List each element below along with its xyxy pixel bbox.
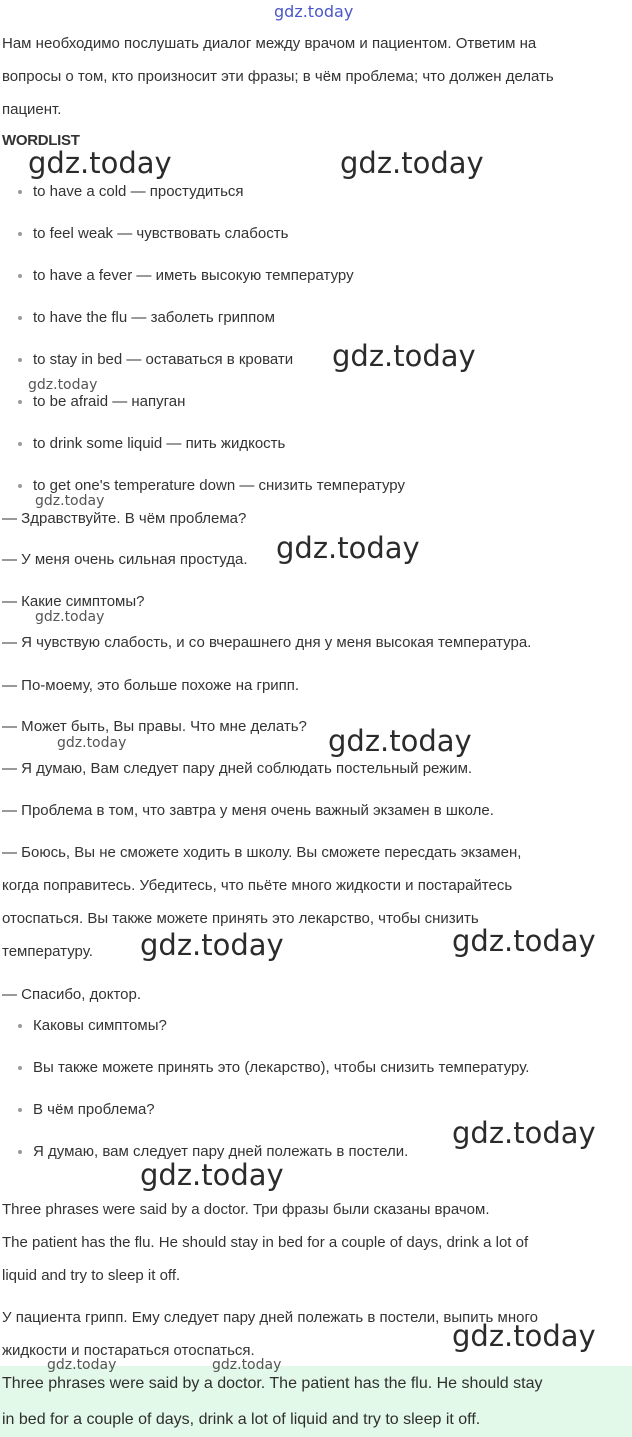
watermark: gdz.today [332,339,476,373]
dialogue-line: — Может быть, Вы правы. Что мне делать? [2,718,307,735]
dialogue-line: — По-моему, это больше похоже на грипп. [2,677,300,694]
conclusion-line: The patient has the flu. He should stay in bed for a couple of days, drink a lot of [2,1234,529,1251]
list-item: to be afraid — напуган [33,393,186,410]
list-item: to feel weak — чувствовать слабость [33,225,289,242]
bullet-icon [18,232,22,236]
bullet-icon [18,442,22,446]
wordlist-heading: WORDLIST [2,132,80,149]
dialogue-line: — Спасибо, доктор. [2,986,141,1003]
list-item: to have the flu — заболеть гриппом [33,309,275,326]
watermark-small: gdz.today [28,377,98,393]
bullet-icon [18,358,22,362]
watermark: gdz.today [452,1116,596,1150]
list-item: to drink some liquid — пить жидкость [33,435,286,452]
bullet-icon [18,316,22,320]
list-item: to get one's temperature down — снизить температуру [33,477,405,494]
watermark: gdz.today [452,1319,596,1353]
watermark: gdz.today [328,724,472,758]
bullet-icon [18,484,22,488]
bullet-icon [18,1024,22,1028]
bullet-icon [18,1150,22,1154]
intro-line: пациент. [2,101,62,118]
intro-line: вопросы о том, кто произносит эти фразы; в чём проблема; что должен делать [2,68,554,85]
conclusion-line: Three phrases were said by a doctor. Три фразы были сказаны врачом. [2,1201,490,1218]
bullet-icon [18,274,22,278]
bullet-icon [18,400,22,404]
dialogue-line: — Боюсь, Вы не сможете ходить в школу. Вы сможете пересдать экзамен, [2,844,522,861]
intro-line: Нам необходимо послушать диалог между врачом и пациентом. Ответим на [2,35,537,52]
watermark: gdz.today [452,924,596,958]
watermark-top: gdz.today [274,2,354,21]
watermark: gdz.today [140,1158,284,1192]
conclusion-line: liquid and try to sleep it off. [2,1267,181,1284]
dialogue-line: — Проблема в том, что завтра у меня очень важный экзамен в школе. [2,802,494,819]
bullet-icon [18,190,22,194]
dialogue-line: — Я думаю, Вам следует пару дней соблюдать постельный режим. [2,760,473,777]
bullet-icon [18,1108,22,1112]
dialogue-line: отоспаться. Вы также можете принять это лекарство, чтобы снизить [2,910,479,927]
watermark: gdz.today [140,928,284,962]
watermark-small: gdz.today [35,493,105,509]
watermark-small: gdz.today [212,1357,282,1373]
dialogue-line: — У меня очень сильная простуда. [2,551,248,568]
list-item: Каковы симптомы? [33,1017,167,1034]
list-item: Вы также можете принять это (лекарство), чтобы снизить температуру. [33,1059,530,1076]
watermark-small: gdz.today [47,1357,117,1373]
watermark-small: gdz.today [35,609,105,625]
bullet-icon [18,1066,22,1070]
answer-line: in bed for a couple of days, drink a lot of liquid and try to sleep it off. [2,1411,481,1428]
watermark: gdz.today [340,146,484,180]
list-item: to have a fever — иметь высокую температуру [33,267,354,284]
dialogue-line: — Какие симптомы? [2,593,145,610]
watermark-small: gdz.today [57,735,127,751]
list-item: to stay in bed — оставаться в кровати [33,351,294,368]
dialogue-line: — Я чувствую слабость, и со вчерашнего дня у меня высокая температура. [2,634,532,651]
watermark: gdz.today [28,146,172,180]
watermark: gdz.today [276,531,420,565]
answer-line: Three phrases were said by a doctor. The patient has the flu. He should stay [2,1375,543,1392]
list-item: Я думаю, вам следует пару дней полежать в постели. [33,1143,409,1160]
list-item: to have a cold — простудиться [33,183,244,200]
dialogue-line: когда поправитесь. Убедитесь, что пьёте много жидкости и постарайтесь [2,877,513,894]
list-item: В чём проблема? [33,1101,155,1118]
dialogue-line: температуру. [2,943,93,960]
conclusion-line: жидкости и постараться отоспаться. [2,1342,255,1359]
dialogue-line: — Здравствуйте. В чём проблема? [2,510,247,527]
conclusion-line: У пациента грипп. Ему следует пару дней полежать в постели, выпить много [2,1309,538,1326]
